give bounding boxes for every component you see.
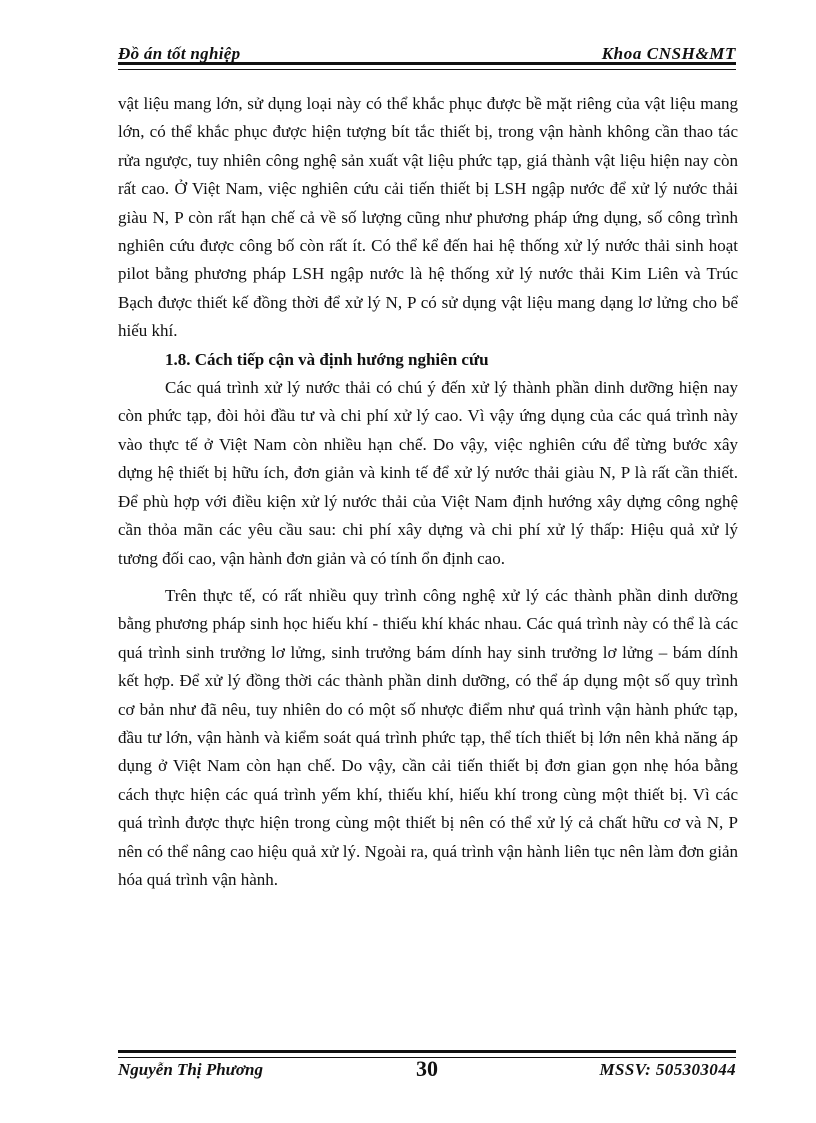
- footer-student-id: MSSV: 505303044: [599, 1060, 736, 1079]
- paragraph-continuation: vật liệu mang lớn, sử dụng loại này có thể khắc phục được bề mặt riêng của vật liệu mang lớn, có thể khắc phục được hiện tượng bít tắc thiết bị, trong vận hành không cần thao tác rửa ngược, tuy nhiên công nghệ sản xuất vật liệu phức tạp, giá thành vật liệu hiện nay còn rất cao. Ở Việt Nam, việc nghiên cứu cải tiến thiết bị LSH ngập nước để xử lý nước thải giàu N, P còn rất hạn chế cả về số lượng cũng như phương pháp ứng dụng, số công trình nghiên cứu được công bố còn rất ít. Có thể kể đến hai hệ thống xử lý nước thải sinh hoạt pilot bằng phương pháp LSH ngập nước là hệ thống xử lý nước thải Kim Liên và Trúc Bạch được thiết kế đồng thời để xử lý N, P có sử dụng vật liệu mang dạng lơ lửng cho bể hiếu khí.: [118, 94, 738, 341]
- page-header: [118, 44, 736, 70]
- page-body: [118, 90, 738, 894]
- footer-author: Nguyễn Thị Phương: [118, 1060, 263, 1079]
- page-number: 30: [416, 1056, 438, 1081]
- page-footer: [118, 1050, 736, 1090]
- header-department: Khoa CNSH&MT: [601, 44, 736, 63]
- header-title: Đồ án tốt nghiệp: [118, 44, 241, 63]
- section-heading: 1.8. Cách tiếp cận và định hướng nghiên cứu: [165, 349, 489, 369]
- paragraph-approach: Các quá trình xử lý nước thải có chú ý đến xử lý thành phần dinh dưỡng hiện nay còn phức tạp, đòi hỏi đầu tư và chi phí xử lý cao. Vì vậy ứng dụng của các quá trình này vào thực tế ở Việt Nam còn nhiều hạn chế. Do vậy, việc nghiên cứu để từng bước xây dựng hệ thiết bị hữu ích, đơn giản và kinh tế để xử lý nước thải giàu N, P là rất cần thiết. Để phù hợp với điều kiện xử lý nước thải của Việt Nam định hướng xây dựng công nghệ cần thỏa mãn các yêu cầu sau: chi phí xây dựng và chi phí xử lý thấp: Hiệu quả xử lý tương đối cao, vận hành đơn giản và có tính ổn định cao.: [118, 378, 738, 568]
- header-rule: [118, 62, 736, 70]
- paragraph-practice: Trên thực tế, có rất nhiều quy trình công nghệ xử lý các thành phần dinh dưỡng bằng phương pháp sinh học hiếu khí - thiếu khí khác nhau. Các quá trình này có thể là các quá trình sinh trưởng lơ lửng, sinh trưởng bám dính hay sinh trưởng lơ lửng – bám dính kết hợp. Để xử lý đồng thời các thành phần dinh dưỡng, có thể áp dụng một số quy trình cơ bản như đã nêu, tuy nhiên do có một số nhược điểm như quá trình vận hành phức tạp, đầu tư lớn, vận hành và kiểm soát quá trình phức tạp, thể tích thiết bị lớn nên khả năng áp dụng ở Việt Nam còn hạn chế. Do vậy, cần cải tiến thiết bị đơn gian gọn nhẹ hóa bằng cách thực hiện các quá trình yếm khí, thiếu khí, hiếu khí trong cùng một thiết bị. Vì các quá trình được thực hiện trong cùng một thiết bị nên có thể xử lý cả chất hữu cơ và N, P nên có thể nâng cao hiệu quả xử lý. Ngoài ra, quá trình vận hành liên tục nên làm đơn giản hóa quá trình vận hành.: [118, 585, 738, 889]
